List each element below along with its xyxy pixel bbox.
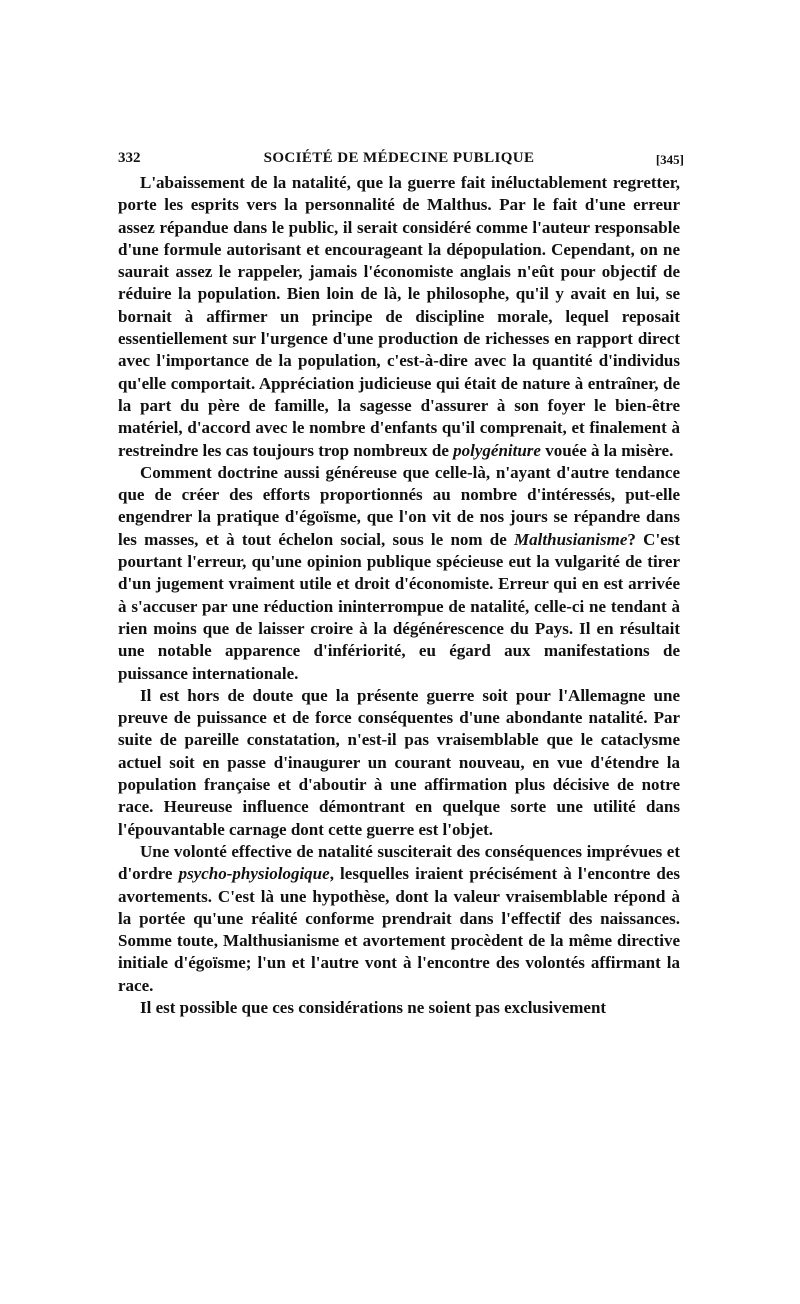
italic-term: polygéniture [453, 440, 541, 460]
text-run: Comment doctrine aussi généreuse que celle-là, n'ayant d'autre tendance que de créer des efforts proportionnés au nombre d'intéressés, put-elle engendrer la pratique d'égoïsme, que l'on vit de nos jours se répandre dans les masses, et à tout échelon social, sous le nom de [118, 462, 680, 549]
page-number: 332 [118, 150, 141, 166]
original-page-number: [345] [655, 152, 684, 167]
paragraph [118, 997, 680, 1019]
text-run: L'abaissement de la natalité, que la guerre fait inéluctablement regretter, porte les esprits vers la personnalité de Malthus. Par le fait d'une erreur assez répandue dans le public, il serait considéré comme l'auteur responsable d'une formule autorisant et encourageant la dépopulation. Cependant, on ne saurait assez le rappeler, jamais l'économiste anglais n'eût pour objectif de réduire la population. Bien loin de là, le philosophe, qu'il y avait en lui, se bornait à affirmer un principe de discipline morale, lequel reposait essentiellement sur l'urgence d'une production de richesses en rapport direct avec l'importance de la population, c'est-à-dire avec la quantité d'individus qu'elle comportait. Appréciation judicieuse qui était de nature à entraîner, de la part du père de famille, la sagesse d'assurer à son foyer le bien-être matériel, d'accord avec le nombre d'enfants qu'il comprenait, et finalement à restreindre les cas toujours trop nombreux de [118, 173, 680, 460]
paragraph [118, 462, 680, 685]
text-run: Il est possible que ces considérations ne soient pas exclusivement [140, 997, 607, 1017]
text-run: vouée à la misère. [540, 440, 674, 460]
paragraph [118, 172, 680, 462]
text-run: Une volonté effective de natalité susciterait des conséquences imprévues et d'ordre [118, 841, 680, 884]
italic-term: psycho-physiologique [178, 864, 330, 884]
paragraph [118, 685, 680, 841]
running-title: SOCIÉTÉ DE MÉDECINE PUBLIQUE [263, 150, 535, 166]
paragraph [118, 841, 680, 997]
page-header [118, 142, 684, 172]
text-run: Il est hors de doute que la présente guerre soit pour l'Allemagne une preuve de puissance et de force conséquentes d'une abondante natalité. Par suite de pareille constatation, n'est-il pas vraisemblable que le cataclysme actuel soit en passe d'inaugurer un courant nouveau, en vue d'étendre la population française et d'aboutir à une affirmation plus décisive de notre race. Heureuse influence démontrant en quelque sorte une utilité dans l'épouvantable carnage dont cette guerre est l'objet. [118, 685, 680, 839]
text-run: ? C'est pourtant l'erreur, qu'une opinion publique spécieuse eut la vulgarité de tirer d'un jugement vraiment utile et droit d'économiste. Erreur qui en est arrivée à s'accuser par une réduction ininterrompue de natalité, celle-ci ne tendant à rien moins que de laisser croire à la dégénérescence du Pays. Il en résultait une notable apparence d'infériorité, eu égard aux manifestations de puissance internationale. [118, 529, 680, 683]
italic-term: Malthusianisme [514, 529, 628, 549]
text-run: , lesquelles iraient précisément à l'encontre des avortements. C'est là une hypothèse, dont la valeur vraisemblable répond à la portée qu'une réalité conforme prendrait dans l'effectif des naissances. Somme toute, Malthusianisme et avortement procèdent de la même directive initiale d'égoïsme; l'un et l'autre vont à l'encontre des volontés affirmant la race. [118, 864, 680, 995]
book-page [118, 142, 684, 1019]
